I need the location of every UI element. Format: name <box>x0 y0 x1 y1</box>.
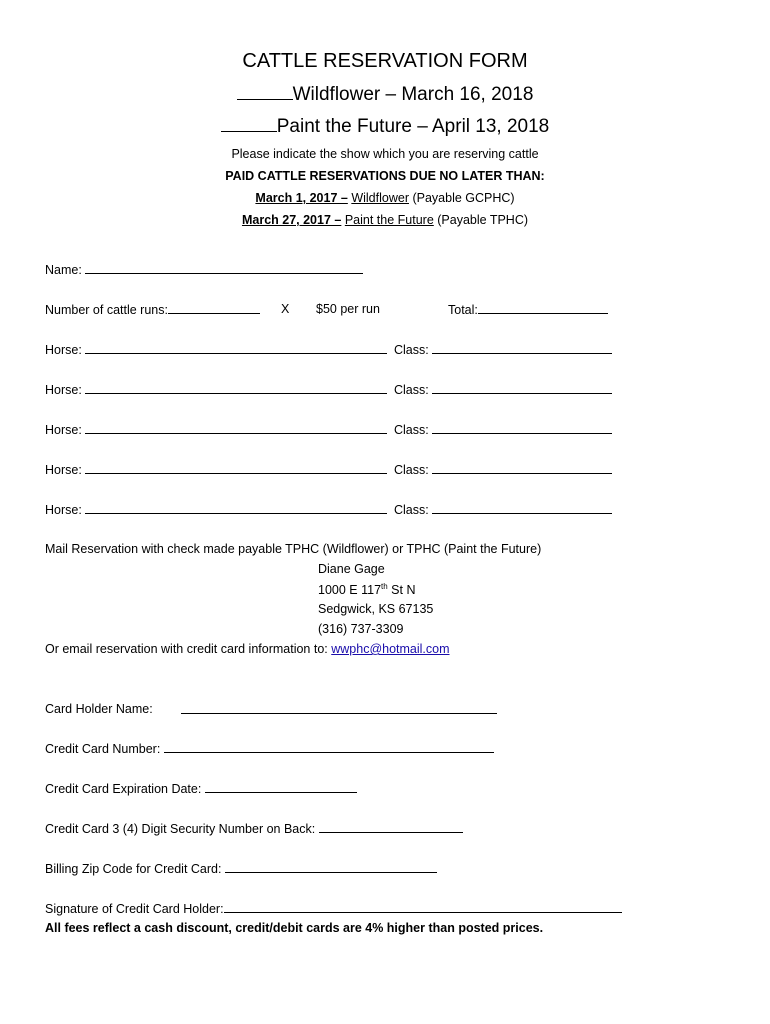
signature-label: Signature of Credit Card Holder: <box>45 902 224 916</box>
deadline-paint <box>0 213 770 227</box>
horse-row-3 <box>45 422 387 437</box>
horse-label: Horse: <box>45 463 82 477</box>
zip-row <box>45 861 437 876</box>
class-field-2[interactable] <box>432 382 612 394</box>
horse-row-1 <box>45 342 387 357</box>
security-row <box>45 821 463 836</box>
card-holder-field[interactable] <box>181 702 497 714</box>
class-row-2 <box>394 382 612 397</box>
horse-label: Horse: <box>45 423 82 437</box>
mail-street-number: 1000 E 117 <box>318 583 382 598</box>
signature-field[interactable] <box>224 901 622 913</box>
name-field[interactable] <box>85 262 363 274</box>
horse-field-5[interactable] <box>85 502 387 514</box>
class-row-3 <box>394 422 612 437</box>
card-holder-label: Card Holder Name: <box>45 702 153 716</box>
total-row <box>448 302 608 317</box>
signature-row <box>45 901 622 916</box>
zip-field[interactable] <box>225 861 437 873</box>
class-field-3[interactable] <box>432 422 612 434</box>
zip-label: Billing Zip Code for Credit Card: <box>45 862 222 876</box>
mail-city: Sedgwick, KS 67135 <box>318 602 434 616</box>
price-per-run: $50 per run <box>316 302 380 316</box>
mail-phone: (316) 737-3309 <box>318 622 404 636</box>
class-label: Class: <box>394 463 429 477</box>
expiration-label: Credit Card Expiration Date: <box>45 782 202 796</box>
show-option-wildflower <box>0 84 770 106</box>
card-number-label: Credit Card Number: <box>45 742 161 756</box>
class-field-5[interactable] <box>432 502 612 514</box>
email-instruction: Or email reservation with credit card information to: <box>45 642 328 656</box>
class-field-4[interactable] <box>432 462 612 474</box>
show-select-blank-wildflower[interactable] <box>237 84 293 100</box>
deadline-wildflower <box>0 191 770 205</box>
name-row <box>45 262 363 277</box>
card-holder-row <box>181 702 497 717</box>
deadline-paint-payable: (Payable TPHC) <box>433 213 529 227</box>
show-option-paint-text: Paint the Future – April 13, 2018 <box>276 116 550 137</box>
class-label: Class: <box>394 423 429 437</box>
show-option-wildflower-text: Wildflower – March 16, 2018 <box>292 84 534 105</box>
show-select-blank-paint[interactable] <box>221 116 277 132</box>
horse-row-2 <box>45 382 387 397</box>
expiration-field[interactable] <box>205 781 357 793</box>
show-instruction: Please indicate the show which you are reserving cattle <box>231 147 539 161</box>
horse-row-4 <box>45 462 387 477</box>
deadline-wildflower-date: March 1, 2017 – <box>255 191 348 205</box>
deadline-wildflower-show: Wildflower <box>351 191 409 205</box>
show-option-paint-the-future <box>0 116 770 138</box>
horse-row-5 <box>45 502 387 517</box>
times-sign: X <box>281 302 290 316</box>
form-title: CATTLE RESERVATION FORM <box>242 50 528 72</box>
class-label: Class: <box>394 343 429 357</box>
total-label: Total: <box>448 303 478 317</box>
class-label: Class: <box>394 383 429 397</box>
expiration-row <box>45 781 357 796</box>
class-row-1 <box>394 342 612 357</box>
deadline-paint-show: Paint the Future <box>344 213 434 227</box>
name-label: Name: <box>45 263 82 277</box>
deadline-heading: PAID CATTLE RESERVATIONS DUE NO LATER THAN: <box>225 169 545 183</box>
horse-label: Horse: <box>45 383 82 397</box>
card-number-field[interactable] <box>164 741 494 753</box>
class-label: Class: <box>394 503 429 517</box>
deadline-paint-date: March 27, 2017 – <box>241 213 342 227</box>
mail-recipient-name: Diane Gage <box>318 562 385 576</box>
class-field-1[interactable] <box>432 342 612 354</box>
fees-note: All fees reflect a cash discount, credit/debit cards are 4% higher than posted prices. <box>45 921 544 935</box>
mail-street-name: St N <box>387 583 416 598</box>
mail-instruction: Mail Reservation with check made payable TPHC (Wildflower) or TPHC (Paint the Future) <box>45 542 542 556</box>
runs-label: Number of cattle runs: <box>45 303 168 317</box>
class-row-4 <box>394 462 612 477</box>
total-field[interactable] <box>478 302 608 314</box>
security-label: Credit Card 3 (4) Digit Security Number on Back: <box>45 822 316 836</box>
card-number-row <box>45 741 494 756</box>
horse-field-3[interactable] <box>85 422 387 434</box>
mail-street <box>318 582 416 597</box>
email-row <box>45 642 450 656</box>
runs-row <box>45 302 260 317</box>
horse-label: Horse: <box>45 343 82 357</box>
mail-street-suffix: th <box>381 582 388 591</box>
horse-field-2[interactable] <box>85 382 387 394</box>
horse-field-4[interactable] <box>85 462 387 474</box>
email-link[interactable]: wwphc@hotmail.com <box>331 642 450 656</box>
horse-field-1[interactable] <box>85 342 387 354</box>
security-field[interactable] <box>319 821 463 833</box>
class-row-5 <box>394 502 612 517</box>
deadline-wildflower-payable: (Payable GCPHC) <box>408 191 515 205</box>
runs-field[interactable] <box>168 302 260 314</box>
horse-label: Horse: <box>45 503 82 517</box>
